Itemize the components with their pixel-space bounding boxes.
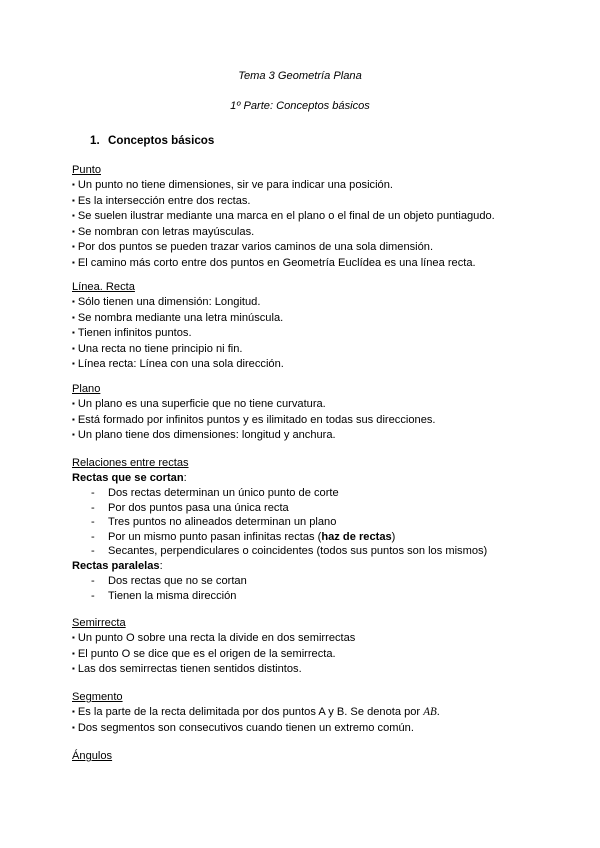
document-title: Tema 3 Geometría Plana [238,70,362,82]
list-item: - Por dos puntos pasa una única recta [91,501,289,514]
angulos-section [72,749,542,764]
list-item: - Dos rectas que no se cortan [91,574,247,587]
list-item: - Secantes, perpendiculares o coincidentes (todos sus puntos son los mismos) [91,545,488,558]
linea-title: Línea. Recta [72,281,135,293]
list-item: - Tres puntos no alineados determinan un plano [91,516,337,529]
relaciones-title: Relaciones entre rectas [72,457,189,469]
list-item: ▪ Una recta no tiene principio ni fin. [72,342,542,358]
punto-title: Punto [72,164,101,176]
paralelas-label: Rectas paralelas: [72,559,163,572]
list-item: ▪ Las dos semirrectas tienen sentidos distintos. [72,662,542,678]
document-subtitle: 1º Parte: Conceptos básicos [230,100,370,112]
semirrecta-title: Semirrecta [72,617,126,629]
heading-number: 1. [90,134,100,147]
relaciones-section [72,456,542,603]
linea-section [72,280,542,373]
list-item: ▪ Un plano es una superficie que no tiene curvatura. [72,397,542,413]
list-item: ▪ Línea recta: Línea con una sola dirección. [72,357,542,373]
section-heading [90,134,214,147]
list-item: ▪ Está formado por infinitos puntos y es ilimitado en todas sus direcciones. [72,413,542,429]
list-item: ▪ Tienen infinitos puntos. [72,326,542,342]
list-item: ▪ El punto O se dice que es el origen de la semirrecta. [72,647,542,663]
list-item: - Tienen la misma dirección [91,589,237,602]
list-item: ▪ Es la intersección entre dos rectas. [72,194,542,210]
plano-section [72,382,542,444]
list-item: ▪ El camino más corto entre dos puntos en Geometría Euclídea es una línea recta. [72,256,542,272]
segmento-section [72,690,542,736]
list-item: ▪ Un plano tiene dos dimensiones: longitud y anchura. [72,428,542,444]
list-item: ▪ Dos segmentos son consecutivos cuando tienen un extremo común. [72,721,542,737]
semirrecta-section [72,616,542,678]
segmento-title: Segmento [72,691,123,703]
cortan-label: Rectas que se cortan: [72,472,187,484]
segment-notation: AB [423,706,437,718]
list-item: - Por un mismo punto pasan infinitas rectas (haz de rectas) [91,530,396,543]
list-item: ▪ Un punto O sobre una recta la divide en dos semirrectas [72,631,542,647]
list-item: ▪ Se suelen ilustrar mediante una marca en el plano o el final de un objeto puntiagudo. [72,209,542,225]
punto-section [72,163,542,272]
list-item: ▪ Un punto no tiene dimensiones, sir ve para indicar una posición. [72,178,542,194]
plano-title: Plano [72,383,101,395]
list-item: ▪ Por dos puntos se pueden trazar varios caminos de una sola dimensión. [72,240,542,256]
list-item: ▪ Sólo tienen una dimensión: Longitud. [72,295,542,311]
list-item: - Dos rectas determinan un único punto de corte [91,487,339,499]
list-item: ▪ Se nombran con letras mayúsculas. [72,225,542,241]
list-item: ▪ Se nombra mediante una letra minúscula. [72,311,542,327]
list-item: ▪ Es la parte de la recta delimitada por dos puntos A y B. Se denota por AB. [72,705,542,721]
angulos-title: Ángulos [72,750,113,762]
heading-text: Conceptos básicos [108,134,215,147]
